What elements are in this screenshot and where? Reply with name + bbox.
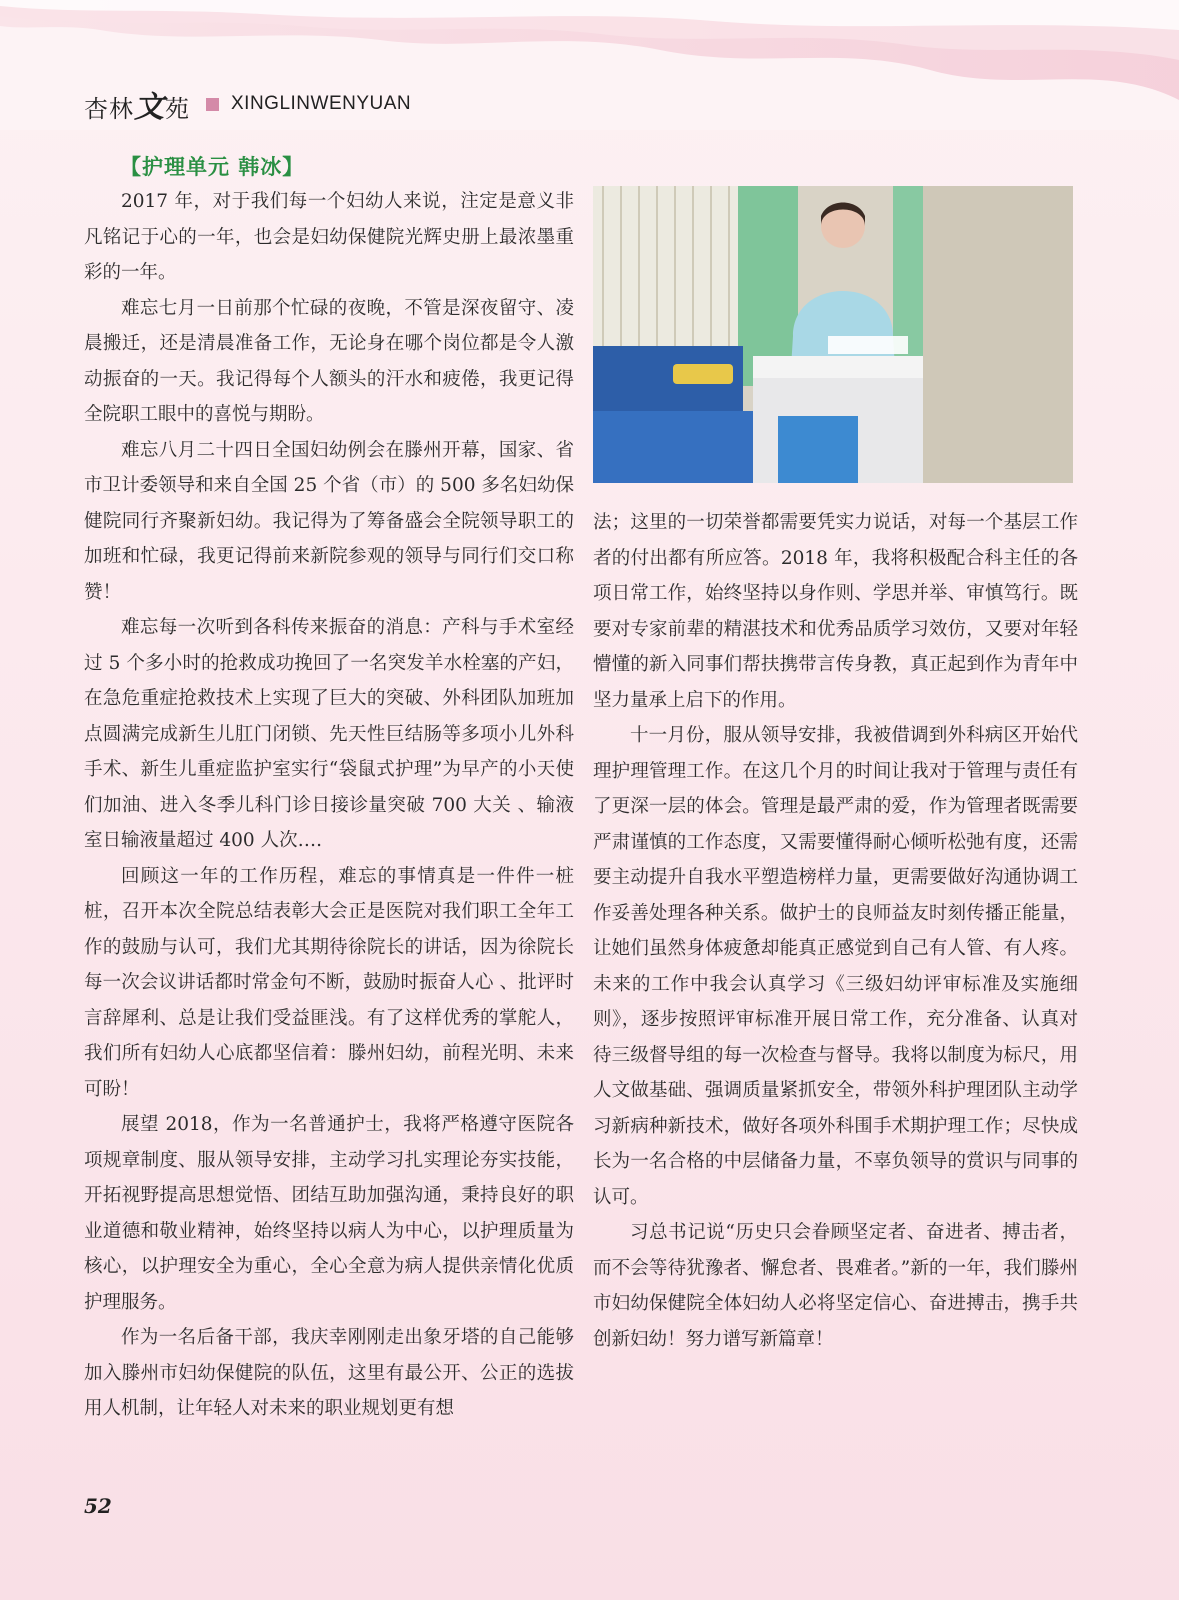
paragraph: 习总书记说“历史只会眷顾坚定者、奋进者、搏击者，而不会等待犹豫者、懈怠者、畏难者。”新的一年，我们滕州市妇幼保健院全体妇幼人必将坚定信心、奋进搏击，携手共创新妇幼！努力谱写新篇章！	[593, 1222, 1078, 1350]
paragraph: 展望 2018，作为一名普通护士，我将严格遵守医院各项规章制度、服从领导安排，主动学习扎实理论夯实技能，开拓视野提高思想觉悟、团结互助加强沟通，秉持良好的职业道德和敬业精神，始终坚持以病人为中心，以护理质量为核心，以护理安全为重心，全心全意为病人提供亲情化优质护理服务。	[84, 1114, 574, 1313]
brand-title: 杏林文苑	[84, 90, 190, 125]
paragraph: 2017 年，对于我们每一个妇幼人来说，注定是意义非凡铭记于心的一年，也会是妇幼保健院光辉史册上最浓墨重彩的一年。	[84, 191, 574, 283]
paragraph: 难忘每一次听到各科传来振奋的消息：产科与手术室经过 5 个多小时的抢救成功挽回了一名突发羊水栓塞的产妇，在急危重症抢救技术上实现了巨大的突破、外科团队加班加点圆满完成新生儿肛门闭锁、先天性巨结肠等多项小儿外科手术、新生儿重症监护室实行“袋鼠式护理”为早产的小天使们加油、进入冬季儿科门诊日接诊量突破 700 大关 、输液室日输液量超过 400 人次….	[84, 617, 574, 851]
header-square-icon	[206, 98, 219, 111]
brand-pinyin: XINGLINWENYUAN	[231, 93, 412, 114]
paragraph-continuation: 法；这里的一切荣誉都需要凭实力说话，对每一个基层工作者的付出都有所应答。2018 年，我将积极配合科主任的各项日常工作，始终坚持以身作则、学思并举、审慎笃行。既要对专家前辈的精湛技术和优秀品质学习效仿，又要对年轻懵懂的新入同事们帮扶携带言传身教，真正起到作为青年中坚力量承上启下的作用。	[593, 512, 1078, 711]
paragraph: 难忘七月一日前那个忙碌的夜晚，不管是深夜留守、凌晨搬迁，还是清晨准备工作，无论身在哪个岗位都是令人激动振奋的一天。我记得每个人额头的汗水和疲倦，我更记得全院职工眼中的喜悦与期盼。	[84, 297, 574, 425]
paragraph: 回顾这一年的工作历程，难忘的事情真是一件件一桩桩，召开本次全院总结表彰大会正是医院对我们职工全年工作的鼓励与认可，我们尤其期待徐院长的讲话，因为徐院长每一次会议讲话都时常金句不断，鼓励时振奋人心 、批评时言辞犀利、总是让我们受益匪浅。有了这样优秀的掌舵人，我们所有妇幼人心底都坚信着：滕州妇幼，前程光明、未来可盼！	[84, 865, 574, 1100]
magazine-header	[84, 86, 412, 125]
article-right-column	[593, 505, 1078, 1357]
article-left-column	[84, 150, 574, 1427]
nurse-photo	[593, 186, 1073, 483]
section-title: 【护理单元 韩冰】	[120, 155, 305, 179]
paragraph: 难忘八月二十四日全国妇幼例会在滕州开幕，国家、省市卫计委领导和来自全国 25 个省（市）的 500 多名妇幼保健院同行齐聚新妇幼。我记得为了筹备盛会全院领导职工的加班和忙碌，我更记得前来新院参观的领导与同行们交口称赞！	[84, 439, 574, 603]
paragraph: 作为一名后备干部，我庆幸刚刚走出象牙塔的自己能够加入滕州市妇幼保健院的队伍，这里有最公开、公正的选拔用人机制，让年轻人对未来的职业规划更有想	[84, 1327, 574, 1419]
page-number: 52	[84, 1494, 112, 1518]
paragraph: 十一月份，服从领导安排，我被借调到外科病区开始代理护理管理工作。在这几个月的时间让我对于管理与责任有了更深一层的体会。管理是最严肃的爱，作为管理者既需要严肃谨慎的工作态度，又需要懂得耐心倾听松弛有度，还需要主动提升自我水平塑造榜样力量，更需要做好沟通协调工作妥善处理各种关系。做护士的良师益友时刻传播正能量，让她们虽然身体疲惫却能真正感觉到自己有人管、有人疼。未来的工作中我会认真学习《三级妇幼评审标准及实施细则》，逐步按照评审标准开展日常工作，充分准备、认真对待三级督导组的每一次检查与督导。我将以制度为标尺，用人文做基础、强调质量紧抓安全，带领外科护理团队主动学习新病种新技术，做好各项外科围手术期护理工作；尽快成长为一名合格的中层储备力量，不辜负领导的赏识与同事的认可。	[593, 725, 1078, 1208]
